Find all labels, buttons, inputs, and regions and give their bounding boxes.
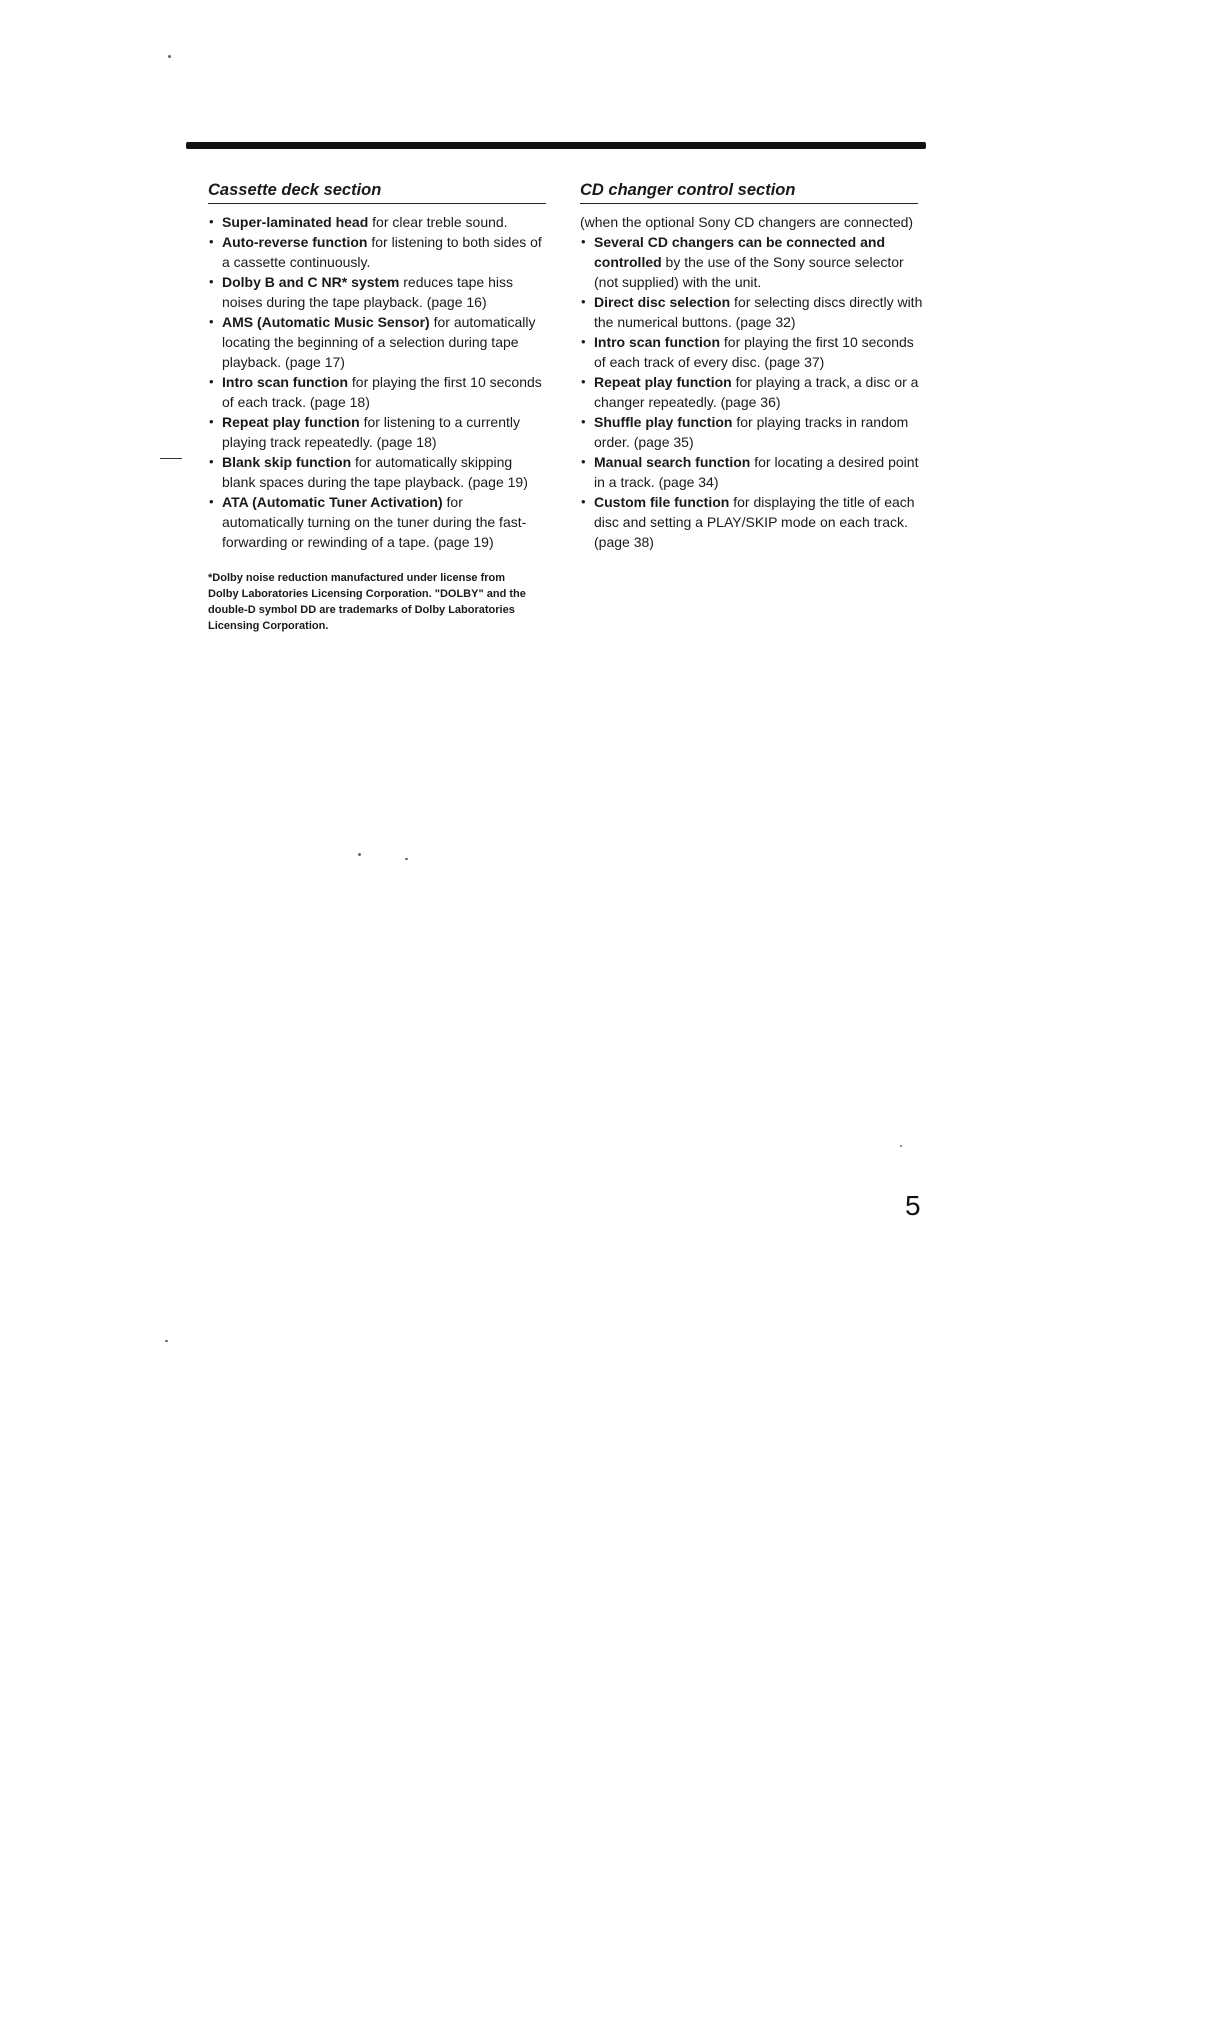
section-title: CD changer control section: [580, 180, 918, 204]
list-item: [208, 212, 548, 232]
feature-list: [580, 232, 925, 552]
list-item: [580, 412, 925, 452]
feature-description: for displaying the title of each disc and setting a PLAY/SKIP mode on each track. (page 38): [594, 494, 915, 550]
cassette-deck-section: [208, 180, 548, 634]
list-item: [580, 332, 925, 372]
feature-description: for playing a track, a disc or a changer repeatedly. (page 36): [594, 374, 919, 410]
feature-description: for selecting discs directly with the numerical buttons. (page 32): [594, 294, 923, 330]
feature-description: for playing the first 10 seconds of each track of every disc. (page 37): [594, 334, 914, 370]
feature-description: for locating a desired point in a track. (page 34): [594, 454, 919, 490]
feature-name: Super-laminated head: [222, 214, 369, 230]
feature-list: [208, 212, 548, 552]
feature-name: Repeat play function: [222, 414, 360, 430]
feature-name: Direct disc selection: [594, 294, 731, 310]
feature-description: for automatically turning on the tuner during the fast-forwarding or rewinding of a tape. (page 19): [222, 494, 527, 550]
list-item: [580, 452, 925, 492]
section-intro: (when the optional Sony CD changers are connected): [580, 214, 914, 230]
list-item: [580, 492, 925, 552]
feature-description: for automatically locating the beginning of a selection during tape playback. (page 17): [222, 314, 536, 370]
feature-name: Intro scan function: [222, 374, 348, 390]
feature-description: reduces tape hiss noises during the tape playback. (page 16): [222, 274, 513, 310]
feature-name: Several CD changers can be connected and controlled: [594, 234, 885, 270]
feature-name: Dolby B and C NR* system: [222, 274, 400, 290]
feature-description: for playing the first 10 seconds of each track. (page 18): [222, 374, 542, 410]
feature-description: for automatically skipping blank spaces during the tape playback. (page 19): [222, 454, 528, 490]
list-item: [208, 232, 548, 272]
footnote: *Dolby noise reduction manufactured under license from Dolby Laboratories Licensing Corporation. "DOLBY" and the double-D symbol DD are trademarks of Dolby Laboratories Licensing Corporation.: [208, 572, 526, 632]
top-rule: [186, 142, 926, 149]
feature-description: by the use of the Sony source selector (not supplied) with the unit.: [594, 254, 904, 290]
feature-name: Manual search function: [594, 454, 751, 470]
list-item: [208, 412, 548, 452]
list-item: [208, 272, 548, 312]
feature-name: Shuffle play function: [594, 414, 733, 430]
feature-description: for clear treble sound.: [368, 214, 508, 230]
list-item: [580, 372, 925, 412]
feature-description: for playing tracks in random order. (page 35): [594, 414, 909, 450]
cd-changer-section: [580, 180, 925, 552]
list-item: [208, 492, 548, 552]
feature-name: AMS (Automatic Music Sensor): [222, 314, 430, 330]
feature-name: Repeat play function: [594, 374, 732, 390]
page-number: 5: [905, 1190, 921, 1221]
feature-name: Auto-reverse function: [222, 234, 368, 250]
feature-name: Blank skip function: [222, 454, 352, 470]
list-item: [208, 312, 548, 372]
feature-name: Custom file function: [594, 494, 730, 510]
feature-name: Intro scan function: [594, 334, 720, 350]
list-item: [580, 232, 925, 292]
list-item: [580, 292, 925, 332]
feature-description: for listening to both sides of a cassette continuously.: [222, 234, 542, 270]
list-item: [208, 452, 548, 492]
section-title: Cassette deck section: [208, 180, 546, 204]
feature-description: for listening to a currently playing track repeatedly. (page 18): [222, 414, 520, 450]
feature-name: ATA (Automatic Tuner Activation): [222, 494, 443, 510]
list-item: [208, 372, 548, 412]
